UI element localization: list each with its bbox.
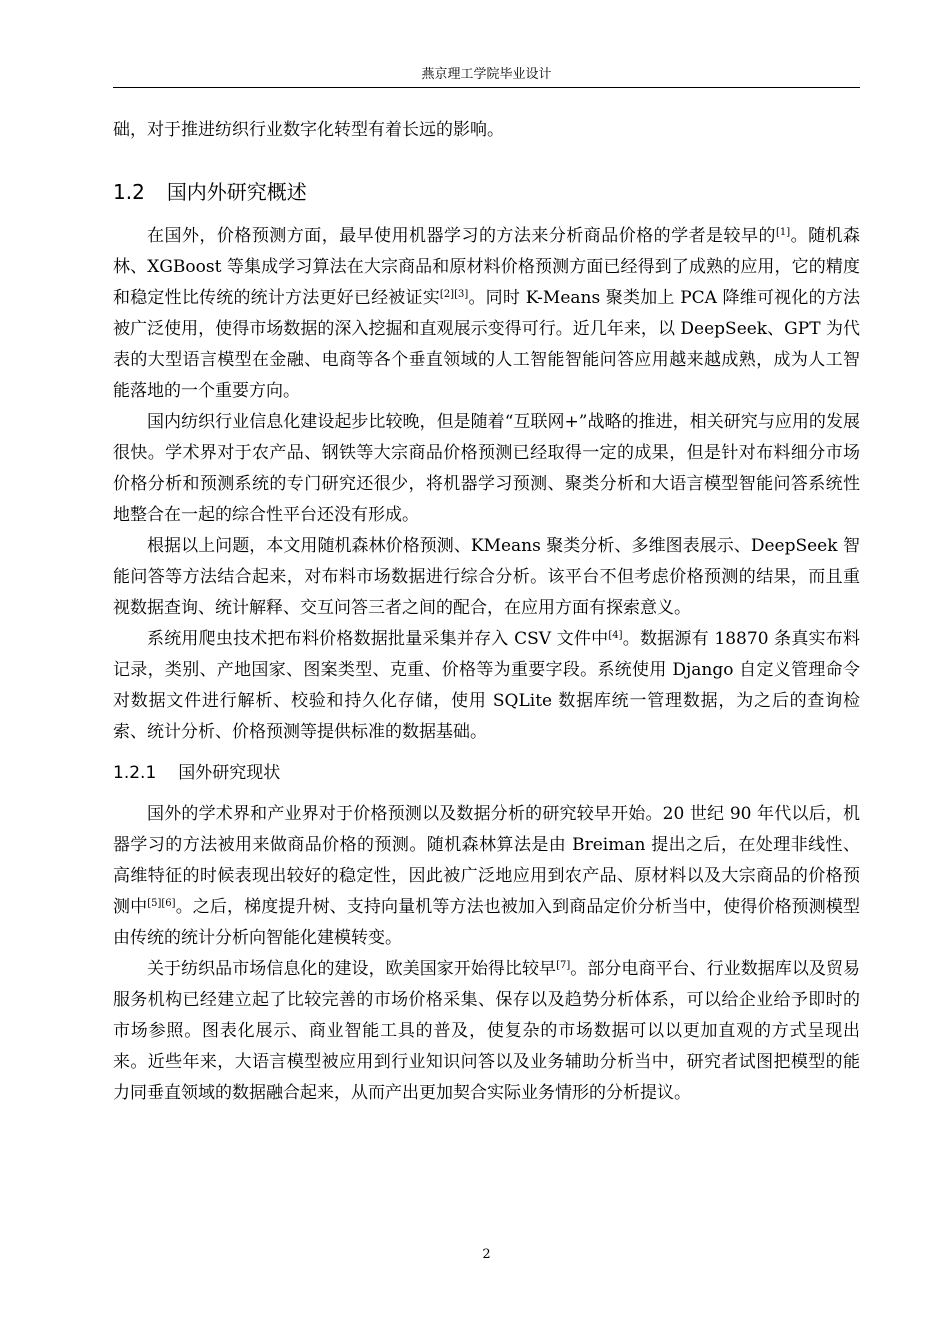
page-number: 2 [482,1247,491,1262]
citation-ref: [4] [608,630,623,641]
paragraph-text: 。之后，梯度提升树、支持向量机等方法也被加入到商品定价分析当中，使得价格预测模型由传统的统计分析向智能化建模转变。 [113,897,861,948]
header-rule [113,87,860,88]
paragraph-text: 。随机森林、XGBoost 等集成学习算法在大宗商品和原材料价格预测方面已经得到了成熟的应用，它的精度和稳定性比传统的统计方法更好已经被证实 [113,226,861,308]
paragraph-text: 关于纺织品市场信息化的建设，欧美国家开始得比较早 [147,959,557,979]
paragraph-text: 。部分电商平台、行业数据库以及贸易服务机构已经建立起了比较完善的市场价格采集、保存以及趋势分析体系，可以给企业给予即时的市场参照。图表化展示、商业智能工具的普及，使复杂的市场数据可以以更加直观的方式呈现出来。近些年来，大语言模型被应用到行业知识问答以及业务辅助分析当中，研究者试图把模型的能力同垂直领域的数据融合起来，从而产出更加契合实际业务情形的分析提议。 [113,959,861,1103]
citation-ref: [7] [556,960,571,971]
citation-ref: [1] [775,227,791,238]
paragraph-text: 国外的学术界和产业界对于价格预测以及数据分析的研究较早开始。20 世纪 90 年代以后，机器学习的方法被用来做商品价格的预测。随机森林算法是由 Breiman 提出之后，在处理非线性、高维特征的时候表现出较好的稳定性，因此被广泛地应用到农产品、原材料以及大宗商品的价格预测中 [113,804,860,917]
section-heading-1-2-1 [113,758,860,789]
paragraph-text: 系统用爬虫技术把布料价格数据批量采集并存入 CSV 文件中 [147,629,609,649]
paragraph-textile-market [113,954,860,1109]
paragraph-method-summary: 根据以上问题，本文用随机森林价格预测、KMeans 聚类分析、多维图表展示、DeepSeek 智能问答等方法结合起来，对布料市场数据进行综合分析。该平台不但考虑价格预测的结果，而且重视数据查询、统计解释、交互问答三者之间的配合，在应用方面有探索意义。 [113,536,860,618]
paragraph-text: 。数据源有 18870 条真实布料记录，类别、产地国家、图案类型、克重、价格等为重要字段。系统使用 Django 自定义管理命令对数据文件进行解析、校验和持久化存储，使用 SQLite 数据库统一管理数据，为之后的查询检索、统计分析、价格预测等提供标准的数据基础。 [113,629,860,742]
section-title: 国外研究现状 [178,763,281,783]
section-title: 国内外研究概述 [166,180,307,204]
paragraph-text: 。同时 K-Means 聚类加上 PCA 降维可视化的方法被广泛使用，使得市场数据的深入挖掘和直观展示变得可行。近几年来，以 DeepSeek、GPT 为代表的大型语言模型在金融、电商等各个垂直领域的人工智能智能问答应用越来越成熟，成为人工智能落地的一个重要方向。 [113,288,860,401]
paragraph-continuation: 础，对于推进纺织行业数字化转型有着长远的影响。 [113,120,504,140]
citation-ref: [5][6] [147,898,176,909]
section-number: 1.2 [113,180,145,204]
paragraph-foreign-overview [113,221,860,407]
section-number: 1.2.1 [113,763,157,783]
paragraph-text: 在国外，价格预测方面，最早使用机器学习的方法来分析商品价格的学者是较早的 [147,226,776,246]
section-heading-1-2 [113,177,860,208]
citation-ref: [2][3] [439,289,469,300]
paragraph-domestic-overview: 国内纺织行业信息化建设起步比较晚，但是随着“互联网+”战略的推进，相关研究与应用的发展很快。学术界对于农产品、钢铁等大宗商品价格预测已经取得一定的成果，但是针对布料细分市场价格分析和预测系统的专门研究还很少，将机器学习预测、聚类分析和大语言模型智能问答系统性地整合在一起的综合性平台还没有形成。 [113,412,860,525]
paragraph-foreign-research [113,799,860,954]
paragraph-data-source [113,624,860,748]
page-header: 燕京理工学院毕业设计 [421,67,552,82]
document-body [113,115,860,1109]
